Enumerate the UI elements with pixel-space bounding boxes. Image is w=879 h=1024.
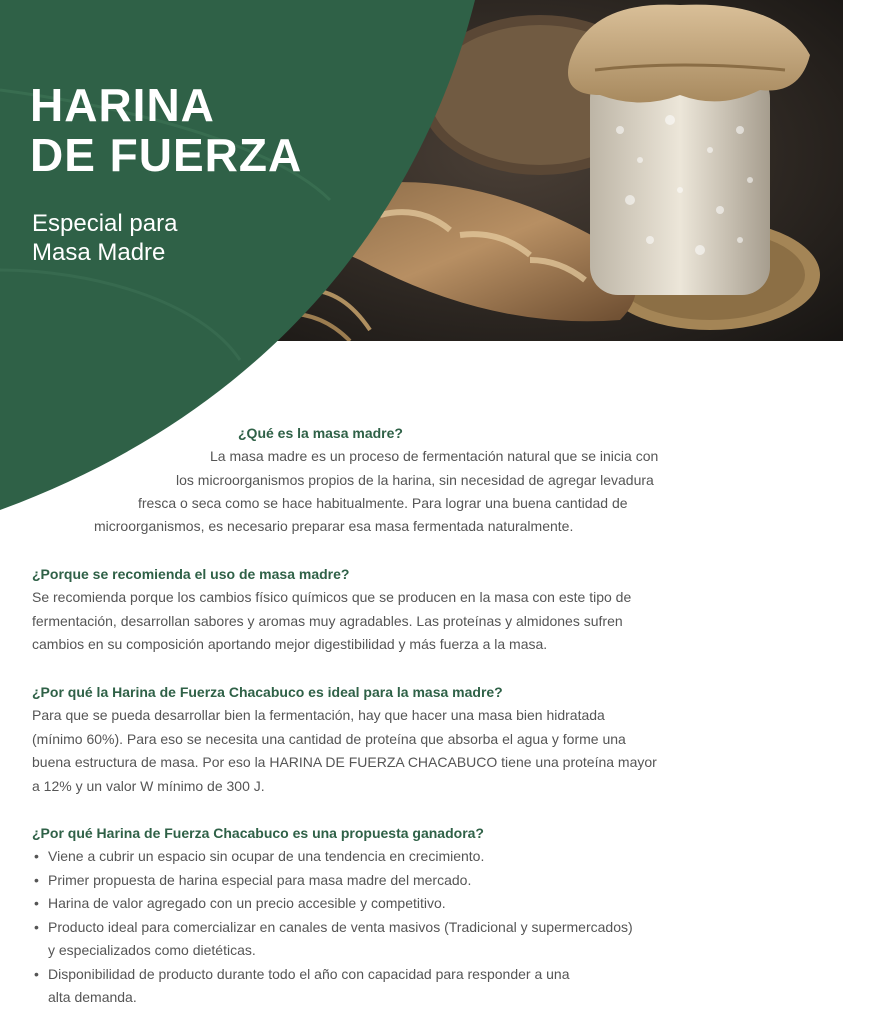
section-2-line-2: fermentación, desarrollan sabores y aromas muy agradables. Las proteínas y almidones sufren bbox=[32, 612, 623, 629]
section-1-line-2: los microorganismos propios de la harina, sin necesidad de agregar levadura bbox=[176, 472, 654, 488]
propuesta-bullet-list bbox=[32, 845, 822, 1010]
section-heading-propuesta-ganadora: ¿Por qué Harina de Fuerza Chacabuco es una propuesta ganadora? bbox=[32, 825, 484, 841]
bullet-icon: • bbox=[34, 895, 39, 911]
title-line-1: HARINA bbox=[30, 79, 215, 131]
subtitle-line-2: Masa Madre bbox=[32, 239, 166, 266]
section-1-line-1: La masa madre es un proceso de fermentación natural que se inicia con bbox=[210, 448, 659, 464]
list-item: • Harina de valor agregado con un precio accesible y competitivo. bbox=[32, 892, 822, 916]
section-3-line-4: a 12% y un valor W mínimo de 300 J. bbox=[32, 777, 265, 794]
section-heading-porque-recomienda: ¿Porque se recomienda el uso de masa madre? bbox=[32, 566, 350, 582]
subtitle-line-1: Especial para bbox=[32, 210, 178, 237]
bullet-icon: • bbox=[34, 871, 39, 888]
section-1-line-4: microorganismos, es necesario preparar esa masa fermentada naturalmente. bbox=[94, 518, 574, 534]
bullet-icon: • bbox=[34, 848, 39, 864]
list-item: • Viene a cubrir un espacio sin ocupar de una tendencia en crecimiento. bbox=[32, 845, 822, 869]
bullet-icon: • bbox=[34, 918, 39, 935]
section-3-line-1: Para que se pueda desarrollar bien la fermentación, hay que hacer una masa bien hidratada bbox=[32, 707, 605, 723]
page-subtitle bbox=[32, 209, 252, 267]
section-3-paragraph bbox=[32, 704, 792, 798]
list-item: • Disponibilidad de producto durante todo el año con capacidad para responder a una alta demanda. bbox=[32, 963, 822, 1010]
section-3-line-3: buena estructura de masa. Por eso la HARINA DE FUERZA CHACABUCO tiene una proteína mayor bbox=[32, 754, 657, 770]
section-2-line-3: cambios en su composición aportando mejor digestibilidad y más fuerza a la masa. bbox=[32, 636, 548, 652]
list-item: • Primer propuesta de harina especial para masa madre del mercado. bbox=[32, 869, 822, 893]
page-title bbox=[30, 80, 330, 180]
section-heading-que-es: ¿Qué es la masa madre? bbox=[238, 425, 403, 441]
title-line-2: DE FUERZA bbox=[30, 129, 303, 181]
list-item: • Producto ideal para comercializar en canales de venta masivos (Tradicional y supermercados) y especializados como dietéticas. bbox=[32, 916, 822, 963]
section-2-paragraph bbox=[32, 586, 792, 657]
section-3-line-2: (mínimo 60%). Para eso se necesita una cantidad de proteína que absorba el agua y forme una bbox=[32, 730, 626, 747]
section-heading-por-que-ideal: ¿Por qué la Harina de Fuerza Chacabuco es ideal para la masa madre? bbox=[32, 684, 503, 700]
section-2-line-1: Se recomienda porque los cambios físico químicos que se producen en la masa con este tipo de bbox=[32, 589, 632, 605]
bullet-icon: • bbox=[34, 965, 39, 982]
section-1-line-3: fresca o seca como se hace habitualmente. Para lograr una buena cantidad de bbox=[138, 495, 628, 511]
